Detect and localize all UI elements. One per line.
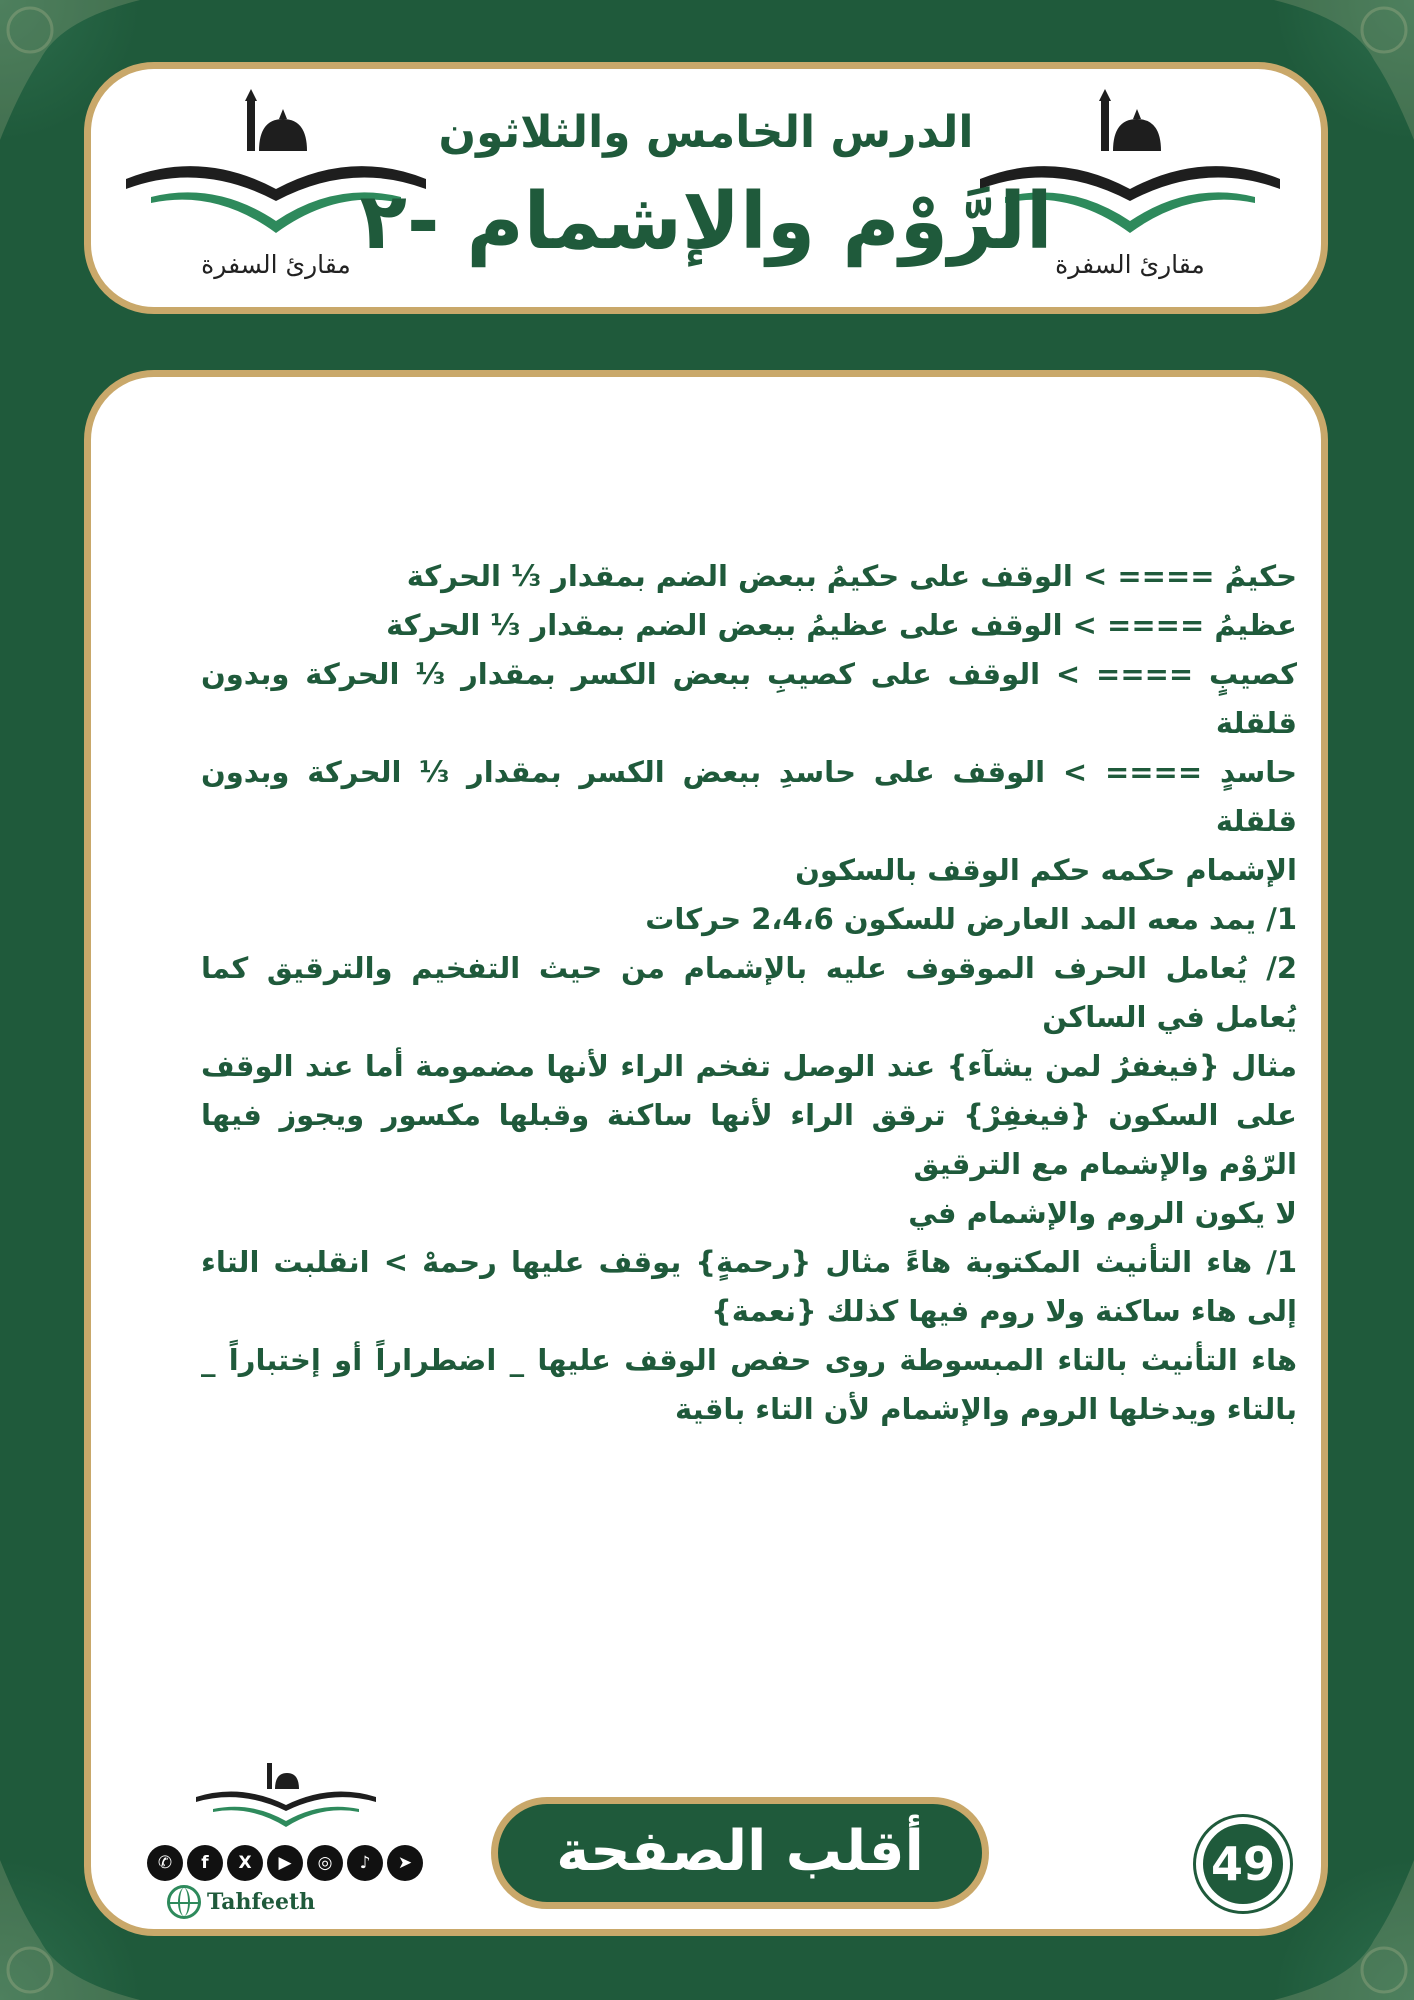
page-number-badge: 49 [1196, 1817, 1290, 1911]
website-link[interactable] [167, 1885, 315, 1919]
facebook-icon[interactable]: f [187, 1845, 223, 1881]
content-line: مثال {فيغفرُ لمن يشآء} عند الوصل تفخم الراء لأنها مضمومة أما عند الوقف على السكون {فيغفِرْ} ترقق الراء لأنها ساكنة وقبلها مكسور ويجوز فيها الرّوْم والإشمام مع الترقيق [201, 1049, 1297, 1181]
content-panel [84, 370, 1328, 1936]
footer-logo-icon [191, 1757, 381, 1827]
telegram-icon[interactable]: ➤ [387, 1845, 423, 1881]
content-line: عظيمُ ==== > الوقف على عظيمُ ببعض الضم بمقدار ⅓ الحركة [386, 608, 1297, 642]
site-name: Tahfeeth [207, 1889, 316, 1915]
instagram-icon[interactable]: ◎ [307, 1845, 343, 1881]
lesson-number: الدرس الخامس والثلاثون [438, 107, 974, 158]
content-line: كصيبٍ ==== > الوقف على كصيبِ ببعض الكسر بمقدار ⅓ الحركة وبدون قلقلة [201, 657, 1297, 740]
whatsapp-icon[interactable]: ✆ [147, 1845, 183, 1881]
brand-name: مقارئ السفرة [1055, 250, 1205, 279]
x-icon[interactable]: X [227, 1845, 263, 1881]
content-line: 1/ يمد معه المد العارض للسكون 2،4،6 حركات [645, 902, 1297, 936]
brand-name: مقارئ السفرة [201, 250, 351, 279]
content-line: 2/ يُعامل الحرف الموقوف عليه بالإشمام من حيث التفخيم والترقيق كما يُعامل في الساكن [201, 951, 1297, 1034]
content-line: حاسدٍ ==== > الوقف على حاسدِ ببعض الكسر بمقدار ⅓ الحركة وبدون قلقلة [201, 755, 1297, 838]
social-links [147, 1845, 423, 1881]
youtube-icon[interactable]: ▶ [267, 1845, 303, 1881]
lesson-body [201, 552, 1297, 1434]
turn-page-button[interactable]: أقلب الصفحة [491, 1797, 989, 1909]
globe-icon [167, 1885, 201, 1919]
content-line: حكيمُ ==== > الوقف على حكيمُ ببعض الضم بمقدار ⅓ الحركة [406, 559, 1297, 593]
lesson-title: الرَّوْم والإشمام -٢ [359, 177, 1053, 267]
content-line: الإشمام حكمه حكم الوقف بالسكون [795, 853, 1297, 887]
content-line: 1/ هاء التأنيث المكتوبة هاءً مثال {رحمةٍ} يوقف عليها رحمهْ > انقلبت التاء إلى هاء ساكنة ولا روم فيها كذلك {نعمة} [201, 1245, 1297, 1328]
content-line: لا يكون الروم والإشمام في [908, 1196, 1297, 1230]
header-panel [84, 62, 1328, 314]
content-line: هاء التأنيث بالتاء المبسوطة روى حفص الوقف عليها _ اضطراراً أو إختباراً _ بالتاء ويدخلها الروم والإشمام لأن التاء باقية [201, 1343, 1297, 1426]
tiktok-icon[interactable]: ♪ [347, 1845, 383, 1881]
